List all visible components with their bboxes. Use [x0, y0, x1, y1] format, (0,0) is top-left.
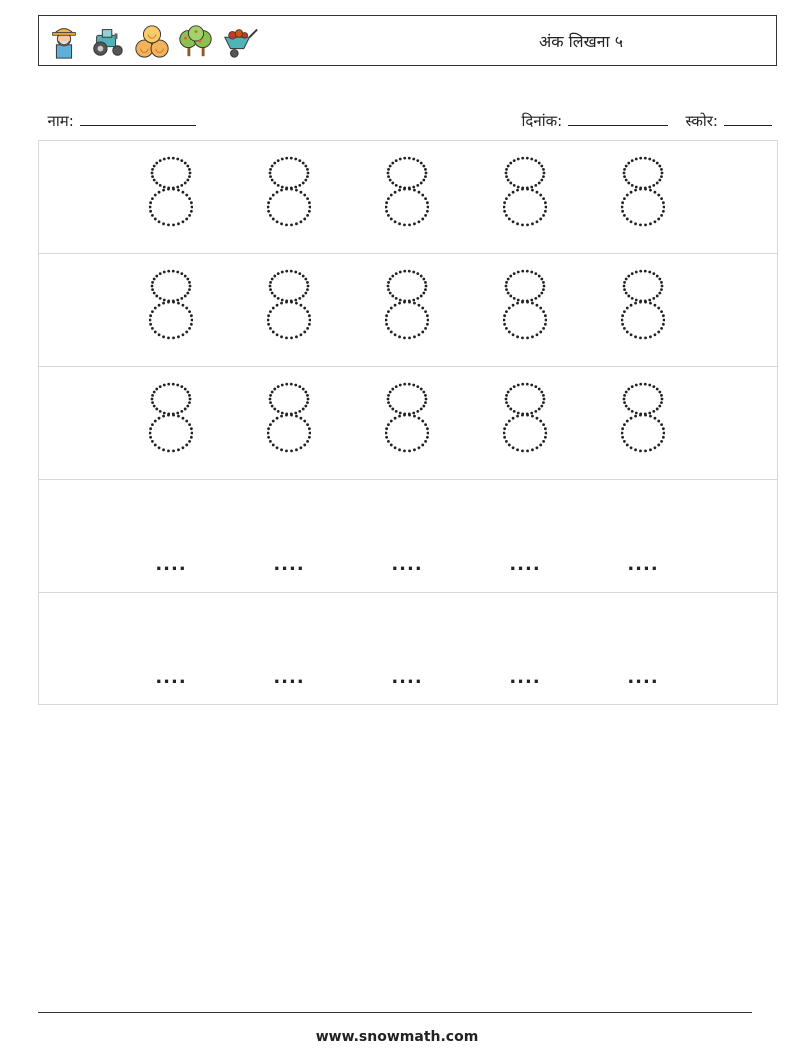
trace-digit[interactable]: [495, 141, 555, 254]
worksheet-title: अंक लिखना ५: [539, 32, 624, 51]
footer-url: www.snowmath.com: [315, 1029, 479, 1045]
writing-cell[interactable]: [613, 593, 673, 706]
footer-divider: [38, 1012, 752, 1013]
trace-digit[interactable]: [141, 367, 201, 480]
writing-cell[interactable]: [377, 480, 437, 593]
dotted-digit-eight: [621, 156, 665, 228]
writing-cell[interactable]: [495, 480, 555, 593]
dotted-digit-eight: [503, 382, 547, 454]
practice-grid: [38, 140, 778, 705]
writing-dots: ....: [391, 667, 423, 688]
dotted-digit-eight: [385, 382, 429, 454]
writing-dots: ....: [273, 667, 305, 688]
practice-row: [39, 593, 777, 706]
tractor-icon: [89, 22, 127, 60]
writing-dots: ....: [509, 667, 541, 688]
trace-digit[interactable]: [259, 254, 319, 367]
trace-digit[interactable]: [377, 254, 437, 367]
writing-cell[interactable]: [377, 593, 437, 706]
trace-row: [39, 367, 777, 480]
trace-digit[interactable]: [613, 141, 673, 254]
dotted-digit-eight: [503, 156, 547, 228]
dotted-digit-eight: [267, 156, 311, 228]
writing-cell[interactable]: [141, 593, 201, 706]
trace-digit[interactable]: [377, 141, 437, 254]
writing-cell[interactable]: [259, 480, 319, 593]
hay-bales-icon: [133, 22, 171, 60]
dotted-digit-eight: [149, 269, 193, 341]
trace-digit[interactable]: [613, 367, 673, 480]
dotted-digit-eight: [267, 269, 311, 341]
writing-cell[interactable]: [613, 480, 673, 593]
dotted-digit-eight: [385, 269, 429, 341]
trace-digit[interactable]: [141, 254, 201, 367]
writing-dots: ....: [627, 667, 659, 688]
trace-digit[interactable]: [259, 367, 319, 480]
score-field[interactable]: [676, 93, 772, 131]
wheelbarrow-icon: [221, 22, 259, 60]
date-label: दिनांक:: [521, 112, 563, 130]
writing-dots: ....: [155, 667, 187, 688]
trace-digit[interactable]: [495, 367, 555, 480]
date-underline[interactable]: [568, 111, 668, 126]
trace-digit[interactable]: [141, 141, 201, 254]
farmer-icon: [45, 22, 83, 60]
writing-dots: ....: [155, 554, 187, 575]
header-icons: [45, 22, 259, 60]
trace-digit[interactable]: [377, 367, 437, 480]
name-field[interactable]: [38, 93, 196, 131]
dotted-digit-eight: [267, 382, 311, 454]
dotted-digit-eight: [621, 382, 665, 454]
writing-dots: ....: [273, 554, 305, 575]
writing-cell[interactable]: [141, 480, 201, 593]
trace-digit[interactable]: [613, 254, 673, 367]
dotted-digit-eight: [621, 269, 665, 341]
dotted-digit-eight: [149, 382, 193, 454]
writing-cell[interactable]: [495, 593, 555, 706]
writing-dots: ....: [391, 554, 423, 575]
writing-dots: ....: [627, 554, 659, 575]
date-field[interactable]: [512, 93, 668, 131]
orchard-trees-icon: [177, 22, 215, 60]
trace-digit[interactable]: [259, 141, 319, 254]
trace-digit[interactable]: [495, 254, 555, 367]
dotted-digit-eight: [149, 156, 193, 228]
writing-dots: ....: [509, 554, 541, 575]
practice-row: [39, 480, 777, 593]
score-underline[interactable]: [724, 111, 772, 126]
dotted-digit-eight: [385, 156, 429, 228]
trace-row: [39, 254, 777, 367]
name-underline[interactable]: [80, 111, 196, 126]
header-box: [38, 15, 777, 66]
dotted-digit-eight: [503, 269, 547, 341]
name-label: नाम:: [47, 112, 74, 130]
score-label: स्कोर:: [685, 112, 718, 130]
trace-row: [39, 141, 777, 254]
writing-cell[interactable]: [259, 593, 319, 706]
